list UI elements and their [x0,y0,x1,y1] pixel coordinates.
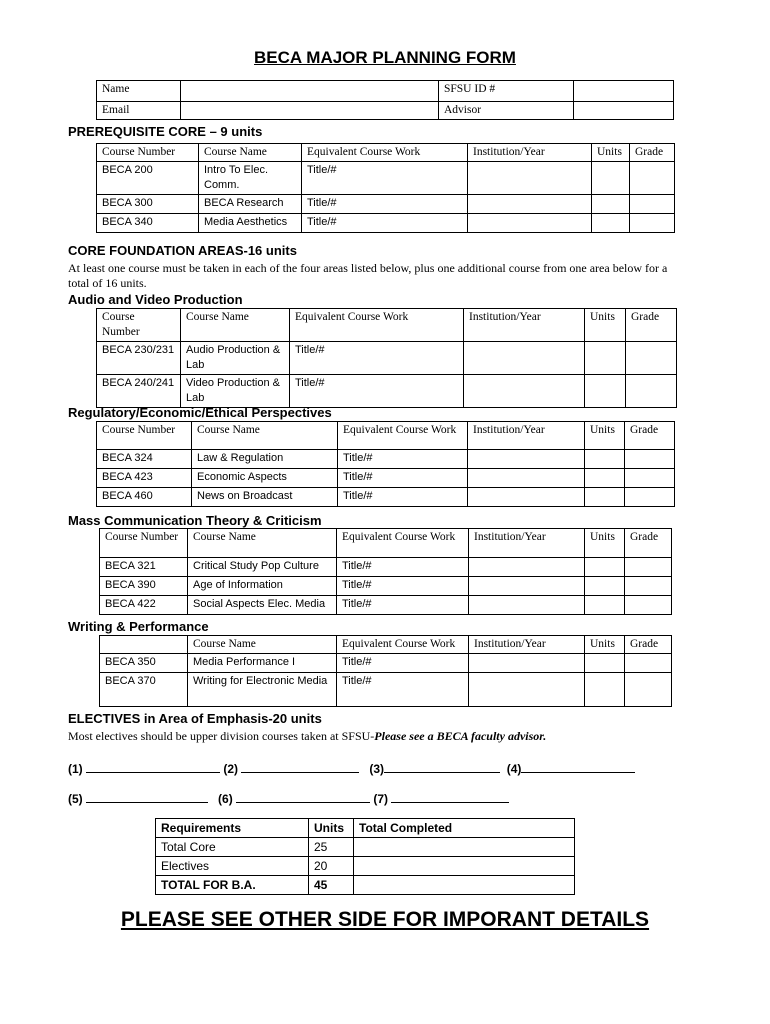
col-header: Grade [625,422,675,450]
regulatory-heading: Regulatory/Economic/Ethical Perspectives [68,405,332,420]
student-info-table [96,80,674,120]
course-name: BECA Research [199,195,302,214]
grade-cell[interactable] [626,375,677,408]
col-header: Course Name [188,636,337,654]
name-field[interactable] [181,81,439,102]
col-header: Units [585,422,625,450]
elective-slot-label: (1) [68,762,83,776]
table-row [97,450,675,469]
grade-cell[interactable] [625,469,675,488]
institution-cell[interactable] [469,673,585,707]
institution-cell[interactable] [468,195,592,214]
col-header: Course Number [97,422,192,450]
institution-cell[interactable] [468,214,592,233]
course-name: Video Production & Lab [181,375,290,408]
units-cell[interactable] [585,450,625,469]
table-row [97,342,677,375]
requirement-label: Total Core [156,838,309,857]
table-row [100,558,672,577]
equiv-course: Title/# [290,375,464,408]
col-header: Grade [625,529,672,558]
grade-cell[interactable] [625,596,672,615]
units-cell[interactable] [585,558,625,577]
equiv-course: Title/# [337,558,469,577]
course-name: Writing for Electronic Media [188,673,337,707]
elective-slot-label: (3) [369,762,385,776]
equiv-course: Title/# [302,214,468,233]
table-row [97,375,677,408]
col-header: Course Name [188,529,337,558]
col-header: Grade [626,309,677,342]
grade-cell[interactable] [630,195,675,214]
elective-slot-6-line[interactable] [236,790,370,803]
elective-slot-4-line[interactable] [521,760,635,773]
col-header: Units [585,529,625,558]
course-number: BECA 340 [97,214,199,233]
equiv-course: Title/# [338,450,468,469]
course-number: BECA 200 [97,162,199,195]
requirement-label: TOTAL FOR B.A. [156,876,309,895]
institution-cell[interactable] [469,654,585,673]
writing-table [99,635,672,707]
course-number: BECA 460 [97,488,192,507]
total-completed-cell[interactable] [354,857,575,876]
grade-cell[interactable] [625,654,672,673]
col-header: Units [585,309,626,342]
elective-slot-label: (4) [506,762,522,776]
core-heading: CORE FOUNDATION AREAS-16 units [68,243,297,258]
col-header: Course Number [100,529,188,558]
equiv-course: Title/# [290,342,464,375]
table-row [100,654,672,673]
elective-slot-1-line[interactable] [86,760,220,773]
col-header: Grade [630,144,675,162]
institution-cell[interactable] [468,162,592,195]
units-cell[interactable] [585,654,625,673]
requirements-table [155,818,575,895]
elective-slot-5-line[interactable] [86,790,208,803]
col-header: Units [592,144,630,162]
col-header: Equivalent Course Work [302,144,468,162]
course-name: Age of Information [188,577,337,596]
requirement-units: 45 [309,876,354,895]
table-row [97,214,675,233]
sfsu-id-field[interactable] [574,81,674,102]
course-number: BECA 324 [97,450,192,469]
units-cell[interactable] [585,342,626,375]
institution-cell[interactable] [469,558,585,577]
equiv-course: Title/# [337,577,469,596]
institution-cell[interactable] [468,450,585,469]
elective-slot-label: (5) [68,792,83,806]
col-header: Course Number [97,144,199,162]
equiv-course: Title/# [302,162,468,195]
institution-cell[interactable] [469,596,585,615]
units-cell[interactable] [592,195,630,214]
elective-slot-2-line[interactable] [241,760,359,773]
col-header: Course Name [181,309,290,342]
institution-cell[interactable] [469,577,585,596]
core-description: At least one course must be taken in each of the four areas listed below, plus one additional course from one area below for a total of 16 units. [68,261,668,290]
col-header: Equivalent Course Work [338,422,468,450]
elective-slot-label: (2) [223,762,239,776]
table-row [100,673,672,707]
table-row [100,577,672,596]
name-label: Name [97,81,181,102]
units-cell[interactable] [585,469,625,488]
col-header: Equivalent Course Work [337,636,469,654]
electives-note [68,729,546,744]
equiv-course: Title/# [338,469,468,488]
equiv-course: Title/# [337,673,469,707]
grade-cell[interactable] [630,214,675,233]
total-completed-cell[interactable] [354,876,575,895]
col-header: Equivalent Course Work [290,309,464,342]
institution-cell[interactable] [464,342,585,375]
course-name: Media Aesthetics [199,214,302,233]
elective-slot-3-line[interactable] [384,760,500,773]
elective-slot-label: (6) [218,792,233,806]
col-header: Grade [625,636,672,654]
requirement-units: 25 [309,838,354,857]
units-cell[interactable] [592,162,630,195]
course-name: Media Performance I [188,654,337,673]
masscomm-table [99,528,672,615]
units-cell[interactable] [585,596,625,615]
col-header: Equivalent Course Work [337,529,469,558]
col-header: Institution/Year [468,144,592,162]
col-header: Institution/Year [469,636,585,654]
grade-cell[interactable] [630,162,675,195]
grade-cell[interactable] [625,450,675,469]
table-row [100,596,672,615]
equiv-course: Title/# [337,596,469,615]
prereq-table [96,143,675,233]
elective-slot-label: (7) [373,792,389,806]
grade-cell[interactable] [625,577,672,596]
col-header: Institution/Year [464,309,585,342]
grade-cell[interactable] [625,673,672,707]
table-row [156,838,575,857]
grade-cell[interactable] [626,342,677,375]
course-name: News on Broadcast [192,488,338,507]
advisor-label: Advisor [439,102,574,120]
col-header: Institution/Year [468,422,585,450]
col-header: Units [585,636,625,654]
table-row [97,469,675,488]
course-number: BECA 230/231 [97,342,181,375]
page-title: BECA MAJOR PLANNING FORM [254,48,516,67]
col-header: Course Name [199,144,302,162]
col-header: Institution/Year [469,529,585,558]
electives-note-emphasis: Please see a BECA faculty advisor. [374,729,547,743]
electives-heading: ELECTIVES in Area of Emphasis-20 units [68,711,322,726]
institution-cell[interactable] [464,375,585,408]
col-header: Total Completed [354,819,575,838]
equiv-course: Title/# [302,195,468,214]
col-header [100,636,188,654]
audio-table [96,308,677,408]
electives-note-text: Most electives should be upper division courses taken at SFSU- [68,729,375,743]
table-row [97,195,675,214]
course-name: Critical Study Pop Culture [188,558,337,577]
prereq-heading: PREREQUISITE CORE – 9 units [68,124,263,139]
course-number: BECA 422 [100,596,188,615]
units-cell[interactable] [585,375,626,408]
footer-notice: PLEASE SEE OTHER SIDE FOR IMPORANT DETAILS [120,908,650,931]
grade-cell[interactable] [625,558,672,577]
course-number: BECA 300 [97,195,199,214]
col-header: Units [309,819,354,838]
course-name: Economic Aspects [192,469,338,488]
electives-row-1 [68,760,635,776]
equiv-course: Title/# [337,654,469,673]
equiv-course: Title/# [338,488,468,507]
course-name: Law & Regulation [192,450,338,469]
requirement-label: Electives [156,857,309,876]
total-completed-cell[interactable] [354,838,575,857]
col-header: Course Number [97,309,181,342]
table-row [97,162,675,195]
requirement-units: 20 [309,857,354,876]
table-row [156,876,575,895]
course-name: Social Aspects Elec. Media [188,596,337,615]
elective-slot-7-line[interactable] [391,790,509,803]
course-number: BECA 390 [100,577,188,596]
institution-cell[interactable] [468,469,585,488]
masscomm-heading: Mass Communication Theory & Criticism [68,513,322,528]
units-cell[interactable] [585,577,625,596]
col-header: Course Name [192,422,338,450]
email-field[interactable] [181,102,439,120]
institution-cell[interactable] [468,488,585,507]
course-number: BECA 321 [100,558,188,577]
units-cell[interactable] [585,488,625,507]
table-row [97,488,675,507]
grade-cell[interactable] [625,488,675,507]
sfsu-id-label: SFSU ID # [439,81,574,102]
electives-row-2 [68,790,509,806]
audio-heading: Audio and Video Production [68,292,243,307]
course-number: BECA 240/241 [97,375,181,408]
table-row [156,857,575,876]
regulatory-table [96,421,675,507]
units-cell[interactable] [585,673,625,707]
course-name: Audio Production & Lab [181,342,290,375]
course-number: BECA 350 [100,654,188,673]
email-label: Email [97,102,181,120]
course-name: Intro To Elec. Comm. [199,162,302,195]
course-number: BECA 370 [100,673,188,707]
course-number: BECA 423 [97,469,192,488]
advisor-field[interactable] [574,102,674,120]
col-header: Requirements [156,819,309,838]
writing-heading: Writing & Performance [68,619,209,634]
units-cell[interactable] [592,214,630,233]
